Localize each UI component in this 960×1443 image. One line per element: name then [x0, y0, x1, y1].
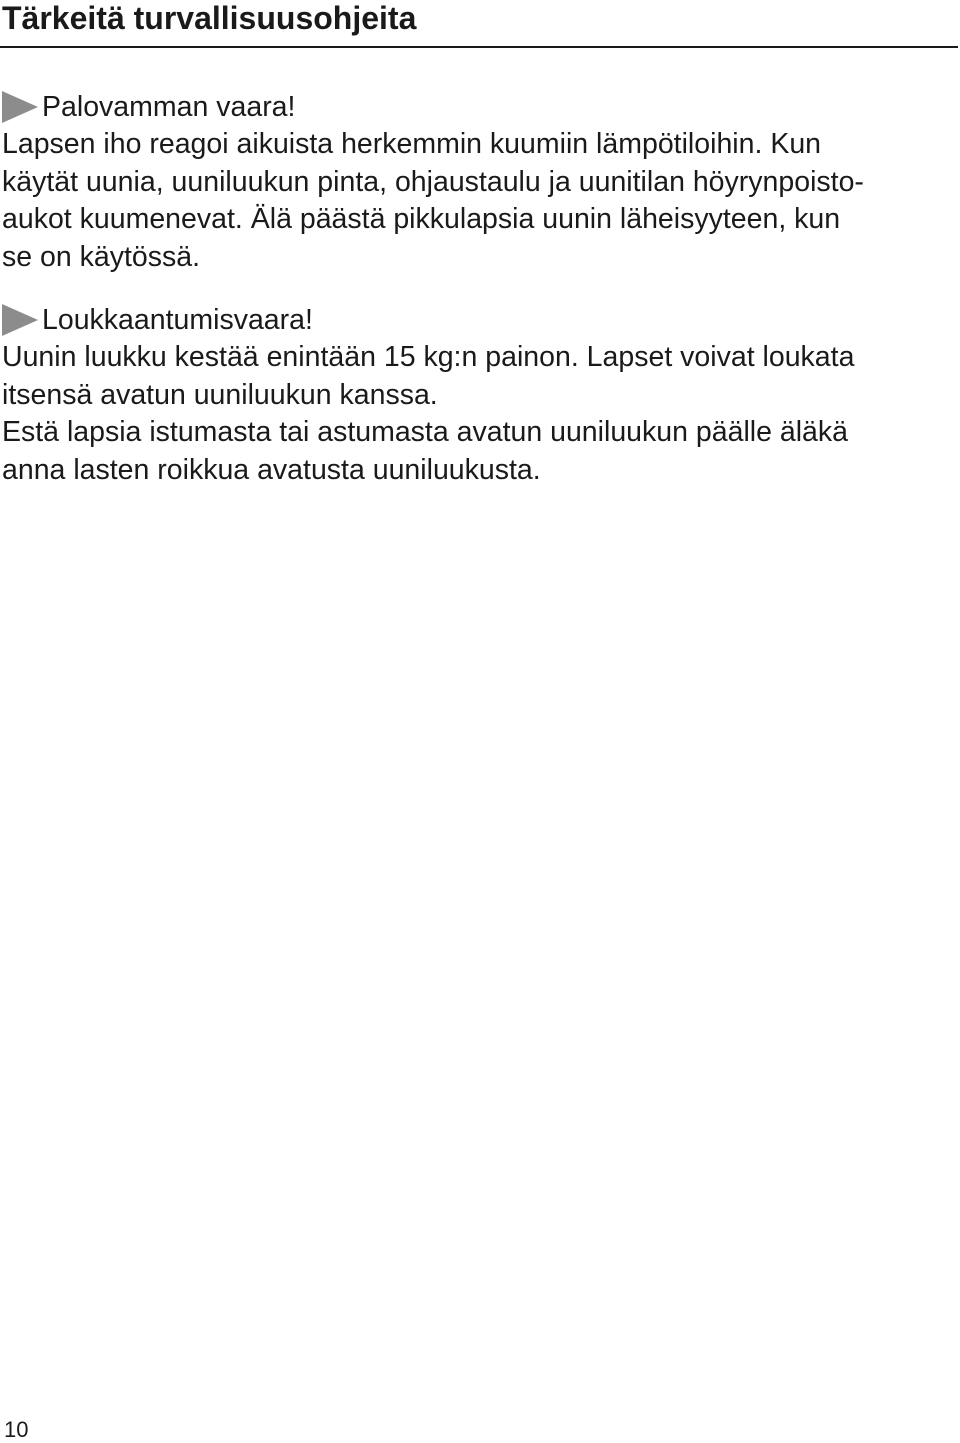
- warning-heading: [2, 301, 958, 339]
- warning-title: Loukkaantumisvaara!: [42, 304, 313, 336]
- page-title: Tärkeitä turvallisuusohjeita: [2, 0, 417, 36]
- warning-text: Uunin luukku kestää enintään 15 kg:n painon. Lapset voivat loukata itsensä avatun uuniluukun kanssa. Estä lapsia istumasta tai astumasta avatun uuniluukun päälle äläkä anna lasten roikkua avatusta uuniluukusta.: [2, 341, 855, 486]
- warning-heading: [2, 88, 958, 126]
- warning-title: Palovamman vaara!: [42, 91, 296, 123]
- warning-injury: [2, 301, 958, 489]
- arrow-right-icon: [2, 91, 38, 123]
- page-number: 10: [4, 1417, 29, 1442]
- arrow-right-icon: [2, 304, 38, 336]
- title-divider: [0, 46, 958, 48]
- warning-burn: [2, 88, 958, 276]
- warning-text: Lapsen iho reagoi aikuista herkemmin kuumiin lämpötiloihin. Kun käytät uunia, uuniluukun pinta, ohjaustaulu ja uunitilan höyrynpoisto- aukot kuumenevat. Älä päästä pikkulapsia uunin läheisyyteen, kun se on käytössä.: [2, 128, 864, 273]
